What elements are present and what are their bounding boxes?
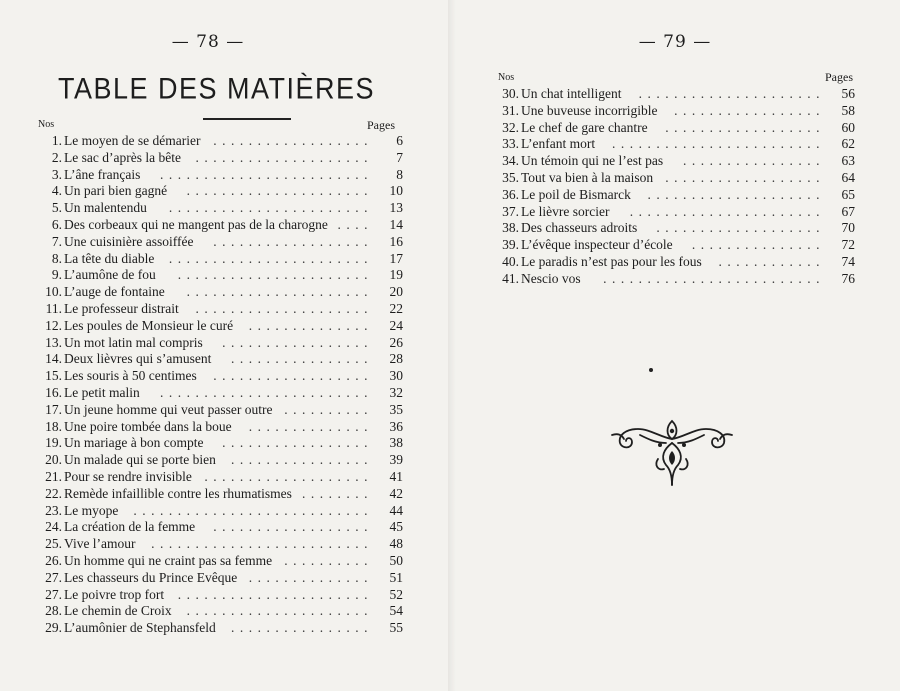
toc-entry-page: 44: [389, 502, 403, 518]
toc-entry-title: Un mot latin mal compris: [64, 334, 203, 350]
toc-entry-title: L’auge de fontaine: [64, 284, 165, 300]
toc-entry-page: 74: [841, 253, 855, 269]
toc-entry-number: 8.: [51, 250, 62, 266]
toc-entry: [495, 153, 855, 170]
dot-leader: ........: [302, 485, 373, 501]
toc-entry: [38, 251, 403, 268]
toc-list-left: [38, 133, 403, 637]
toc-entry: [38, 587, 403, 604]
toc-entry-page: 51: [389, 569, 403, 585]
toc-entry: [38, 553, 403, 570]
toc-entry-title: Pour se rendre invisible: [64, 468, 192, 484]
toc-entry: [495, 204, 855, 221]
dot-leader: .................: [674, 102, 825, 118]
toc-entry: [38, 486, 403, 503]
toc-entry-page: 70: [841, 220, 855, 236]
dot-leader: ..........: [284, 552, 373, 568]
toc-entry-page: 32: [389, 384, 403, 400]
toc-entry-page: 76: [841, 270, 855, 286]
toc-title: TABLE DES MATIÈRES: [58, 72, 376, 106]
toc-entry: [38, 419, 403, 436]
toc-entry-number: 36.: [502, 186, 519, 202]
toc-entry-page: 17: [389, 250, 403, 266]
dot-leader: .....................: [186, 603, 373, 619]
toc-entry-number: 18.: [45, 418, 62, 434]
dot-leader: .....................: [186, 183, 373, 199]
toc-entry-title: Tout va bien à la maison: [521, 169, 654, 185]
toc-entry-number: 15.: [45, 368, 62, 384]
toc-entry-number: 22.: [45, 485, 62, 501]
toc-entry-number: 6.: [51, 216, 62, 232]
toc-entry-number: 30.: [502, 86, 519, 101]
toc-entry-page: 72: [841, 237, 855, 253]
dot-leader: ....................: [647, 186, 825, 202]
toc-entry-page: 7: [396, 149, 403, 165]
toc-entry-number: 16.: [45, 384, 62, 400]
toc-entry-title: Le chemin de Croix: [64, 603, 172, 619]
ornament-icon: [610, 415, 735, 487]
toc-entry-page: 16: [389, 233, 403, 249]
dot-leader: ................: [231, 452, 373, 468]
toc-entry-number: 21.: [45, 468, 62, 484]
dot-leader: .......................: [168, 200, 373, 216]
toc-entry-title: La tête du diable: [64, 250, 155, 266]
column-head-nos-right: Nos: [498, 72, 515, 83]
toc-entry-page: 8: [396, 166, 403, 182]
toc-entry-page: 36: [389, 418, 403, 434]
toc-entry-page: 35: [389, 401, 403, 417]
toc-entry: [38, 402, 403, 419]
toc-entry-title: Nescio vos: [521, 270, 581, 286]
toc-entry-page: 56: [841, 86, 855, 101]
toc-entry-title: Les chasseurs du Prince Evêque: [64, 569, 238, 585]
toc-entry: [495, 170, 855, 187]
toc-entry-page: 41: [389, 468, 403, 484]
toc-entry-page: 13: [389, 200, 403, 216]
toc-entry-number: 38.: [502, 220, 519, 236]
dot-leader: ..............: [248, 418, 373, 434]
toc-entry-title: Un malade qui se porte bien: [64, 452, 216, 468]
page-number-right: — 79 —: [638, 32, 712, 52]
toc-entry-title: Vive l’amour: [64, 536, 136, 552]
column-head-nos-left: Nos: [38, 119, 55, 130]
toc-entry-number: 41.: [502, 270, 519, 286]
right-page: [495, 0, 855, 691]
dot-leader: ........................: [160, 166, 373, 182]
toc-entry-number: 9.: [51, 267, 62, 283]
toc-entry: [38, 234, 403, 251]
toc-entry-page: 48: [389, 536, 403, 552]
toc-entry-number: 4.: [51, 183, 62, 199]
dot-leader: ........................: [612, 136, 825, 152]
toc-entry-title: Deux lièvres qui s’amusent: [64, 351, 212, 367]
toc-entry-number: 39.: [502, 237, 519, 253]
toc-entry-page: 14: [389, 216, 403, 232]
dot-leader: ...............: [691, 237, 825, 253]
toc-entry-title: Les souris à 50 centimes: [64, 368, 197, 384]
toc-entry-page: 45: [389, 519, 403, 535]
toc-entry-title: L’aumône de fou: [64, 267, 156, 283]
toc-entry-page: 65: [841, 186, 855, 202]
toc-entry-number: 26.: [45, 552, 62, 568]
toc-entry: [38, 167, 403, 184]
toc-entry: [38, 200, 403, 217]
toc-entry-page: 62: [841, 136, 855, 152]
toc-entry-number: 34.: [502, 153, 519, 169]
dot-leader: ............: [718, 253, 825, 269]
dot-leader: .......................: [168, 250, 373, 266]
toc-entry: [38, 318, 403, 335]
toc-entry-number: 28.: [45, 603, 62, 619]
toc-entry: [495, 254, 855, 271]
toc-entry-number: 27.: [45, 586, 62, 602]
toc-list-right: [495, 86, 855, 288]
toc-entry-number: 27.: [45, 569, 62, 585]
toc-entry: [38, 183, 403, 200]
toc-entry-page: 38: [389, 435, 403, 451]
toc-entry-number: 24.: [45, 519, 62, 535]
toc-entry-page: 58: [841, 102, 855, 118]
toc-entry-page: 64: [841, 169, 855, 185]
toc-entry: [38, 570, 403, 587]
toc-entry-number: 3.: [51, 166, 62, 182]
left-page: [38, 0, 403, 691]
toc-entry-number: 25.: [45, 536, 62, 552]
toc-entry-title: Un mariage à bon compte: [64, 435, 204, 451]
toc-entry: [495, 237, 855, 254]
toc-entry: [38, 469, 403, 486]
column-head-pages-left: Pages: [367, 118, 395, 132]
toc-entry-page: 42: [389, 485, 403, 501]
toc-entry: [38, 385, 403, 402]
toc-entry-number: 7.: [51, 233, 62, 249]
toc-entry-page: 54: [389, 603, 403, 619]
toc-entry: [38, 301, 403, 318]
toc-entry-page: 24: [389, 317, 403, 333]
toc-entry: [495, 120, 855, 137]
dot-leader: ....................: [195, 149, 373, 165]
toc-entry: [495, 136, 855, 153]
toc-entry-number: 5.: [51, 200, 62, 216]
toc-entry-title: L’évêque inspecteur d’école: [521, 237, 673, 253]
toc-entry-number: 31.: [502, 102, 519, 118]
toc-entry-number: 14.: [45, 351, 62, 367]
toc-entry-number: 40.: [502, 253, 519, 269]
dot-leader: ......................: [177, 586, 373, 602]
dot-leader: ..................: [665, 169, 825, 185]
dot-leader: ..............: [248, 569, 373, 585]
toc-entry: [38, 351, 403, 368]
dot-leader: ..................: [213, 368, 373, 384]
toc-entry: [495, 103, 855, 120]
toc-entry: [38, 603, 403, 620]
dot-leader: .....................: [638, 86, 825, 101]
toc-entry: [38, 503, 403, 520]
toc-entry-number: 29.: [45, 620, 62, 636]
toc-entry-title: Une poire tombée dans la boue: [64, 418, 232, 434]
toc-entry-title: Remède infaillible contre les rhumatismes: [64, 485, 292, 501]
toc-entry-title: Le sac d’après la bête: [64, 149, 181, 165]
dot-leader: ................: [231, 351, 373, 367]
page-gutter: [448, 0, 456, 691]
toc-entry-number: 12.: [45, 317, 62, 333]
toc-entry-page: 60: [841, 119, 855, 135]
toc-entry-page: 63: [841, 153, 855, 169]
toc-entry-page: 39: [389, 452, 403, 468]
toc-entry: [38, 452, 403, 469]
toc-entry-title: Le myope: [64, 502, 119, 518]
toc-entry-page: 30: [389, 368, 403, 384]
toc-entry: [495, 220, 855, 237]
toc-entry: [38, 267, 403, 284]
toc-entry-title: Le professeur distrait: [64, 300, 179, 316]
dot-leader: ..........: [284, 401, 373, 417]
dot-leader: .........................: [603, 270, 825, 286]
dot-leader: ................: [683, 153, 825, 169]
dot-leader: ....................: [195, 300, 373, 316]
toc-entry-page: 67: [841, 203, 855, 219]
title-rule: [203, 118, 291, 120]
dot-leader: ....: [337, 216, 373, 232]
toc-entry: [38, 133, 403, 150]
toc-entry-page: 28: [389, 351, 403, 367]
toc-entry-number: 17.: [45, 401, 62, 417]
toc-entry-number: 35.: [502, 169, 519, 185]
toc-entry-title: Les poules de Monsieur le curé: [64, 317, 234, 333]
dot-leader: ........................: [160, 384, 373, 400]
toc-entry-title: L’aumônier de Stephansfeld: [64, 620, 216, 636]
toc-entry-title: Un chat intelligent: [521, 86, 622, 101]
column-head-pages-right: Pages: [825, 70, 853, 84]
dot-leader: ..................: [213, 233, 373, 249]
dot-leader: ..................: [213, 133, 373, 148]
dot-leader: ..............: [248, 317, 373, 333]
page-number-left: — 78 —: [171, 32, 245, 52]
toc-entry: [38, 368, 403, 385]
dot-leader: .....................: [186, 284, 373, 300]
toc-entry-title: Un témoin qui ne l’est pas: [521, 153, 664, 169]
toc-entry-title: Le poil de Bismarck: [521, 186, 631, 202]
toc-entry-title: Un jeune homme qui veut passer outre: [64, 401, 273, 417]
toc-entry-title: L’âne français: [64, 166, 141, 182]
toc-entry-number: 10.: [45, 284, 62, 300]
toc-entry-title: La création de la femme: [64, 519, 196, 535]
toc-entry: [38, 284, 403, 301]
dot-leader: .................: [222, 334, 373, 350]
ink-speck: [649, 368, 653, 372]
dot-leader: .................: [222, 435, 373, 451]
dot-leader: ................: [231, 620, 373, 636]
toc-entry-title: Un malentendu: [64, 200, 147, 216]
toc-entry-number: 2.: [51, 149, 62, 165]
toc-entry-number: 11.: [45, 300, 62, 316]
toc-entry: [495, 271, 855, 288]
toc-entry-number: 20.: [45, 452, 62, 468]
toc-entry-number: 23.: [45, 502, 62, 518]
dot-leader: ..................: [665, 119, 825, 135]
dot-leader: .........................: [151, 536, 373, 552]
dot-leader: ...........................: [133, 502, 373, 518]
toc-entry: [38, 435, 403, 452]
toc-entry-title: Le poivre trop fort: [64, 586, 165, 602]
toc-entry-title: Une buveuse incorrigible: [521, 102, 658, 118]
toc-entry-number: 1.: [51, 133, 62, 148]
toc-entry-page: 26: [389, 334, 403, 350]
toc-entry-title: L’enfant mort: [521, 136, 596, 152]
toc-entry: [38, 536, 403, 553]
toc-entry: [38, 519, 403, 536]
toc-entry-title: Une cuisinière assoiffée: [64, 233, 194, 249]
toc-entry-page: 6: [396, 133, 403, 148]
toc-entry-title: Le paradis n’est pas pour les fous: [521, 253, 702, 269]
toc-entry-number: 13.: [45, 334, 62, 350]
toc-entry-title: Des chasseurs adroits: [521, 220, 638, 236]
dot-leader: ...................: [656, 220, 825, 236]
toc-entry-number: 37.: [502, 203, 519, 219]
toc-entry: [38, 150, 403, 167]
dot-leader: ..................: [213, 519, 373, 535]
toc-entry-number: 19.: [45, 435, 62, 451]
toc-entry: [38, 620, 403, 637]
toc-entry-page: 10: [389, 183, 403, 199]
toc-entry-title: Le moyen de se démarier: [64, 133, 201, 148]
dot-leader: ...................: [204, 468, 373, 484]
toc-entry-page: 52: [389, 586, 403, 602]
toc-entry: [38, 217, 403, 234]
toc-entry-title: Un homme qui ne craint pas sa femme: [64, 552, 273, 568]
toc-entry: [38, 335, 403, 352]
dot-leader: ......................: [629, 203, 825, 219]
toc-entry-title: Le lièvre sorcier: [521, 203, 610, 219]
toc-entry-page: 19: [389, 267, 403, 283]
toc-entry-number: 33.: [502, 136, 519, 152]
toc-entry-page: 22: [389, 300, 403, 316]
toc-entry: [495, 86, 855, 103]
toc-entry-page: 20: [389, 284, 403, 300]
toc-entry-title: Le petit malin: [64, 384, 140, 400]
toc-entry: [495, 187, 855, 204]
dot-leader: ......................: [177, 267, 373, 283]
toc-entry-number: 32.: [502, 119, 519, 135]
toc-entry-title: Des corbeaux qui ne mangent pas de la charogne: [64, 216, 328, 232]
toc-entry-page: 55: [389, 620, 403, 636]
toc-entry-title: Un pari bien gagné: [64, 183, 168, 199]
toc-entry-title: Le chef de gare chantre: [521, 119, 648, 135]
toc-entry-page: 50: [389, 552, 403, 568]
